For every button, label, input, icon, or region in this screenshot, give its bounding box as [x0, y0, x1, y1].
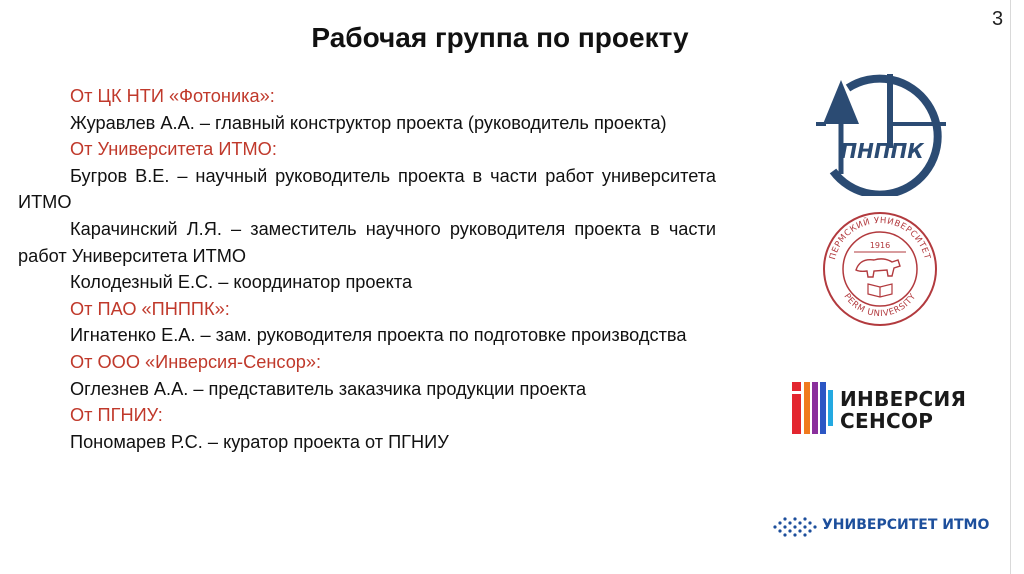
member-entry: Пономарев Р.С. – куратор проекта от ПГНИУ — [70, 431, 449, 452]
itmo-logo-text: УНИВЕРСИТЕТ ИТМО — [822, 517, 990, 533]
slide-border — [1010, 0, 1011, 574]
perm-university-seal — [818, 210, 942, 328]
member-entry: Журавлев А.А. – главный конструктор проекта (руководитель проекта) — [70, 112, 667, 133]
organization-heading: От ПГНИУ: — [70, 405, 163, 426]
organization-heading: От ООО «Инверсия-Сенсор»: — [70, 351, 322, 372]
seal-year: 1916 — [869, 241, 891, 250]
page-number: 3 — [992, 8, 1004, 30]
seal-ring-text-top: ПЕРМСКИЙ УНИВЕРСИТЕТ — [828, 215, 932, 261]
itmo-logo — [772, 513, 994, 541]
bear-icon — [856, 259, 900, 277]
working-group-list — [18, 83, 716, 455]
organization-heading: От ПАО «ПНППК»: — [70, 298, 230, 319]
seal-ring-text-bottom: PERM UNIVERSITY — [841, 291, 919, 320]
inversia-logo-line2: СЕНСОР — [840, 409, 934, 433]
itmo-dots-icon — [772, 515, 818, 539]
member-entry: Карачинский Л.Я. – заместитель научного руководителя проекта в части работ Университета ИТМО — [18, 218, 716, 266]
pnppk-logo — [806, 66, 956, 196]
inversia-mark-icon — [792, 382, 834, 434]
member-entry: Оглезнев А.А. – представитель заказчика продукции проекта — [70, 378, 587, 399]
member-entry: Игнатенко Е.А. – зам. руководителя проекта по подготовке производства — [70, 325, 687, 346]
organization-heading: От ЦК НТИ «Фотоника»: — [70, 86, 275, 106]
inversia-logo-line1: ИНВЕРСИЯ — [840, 387, 967, 411]
pnppk-logo-text: ПНППК — [840, 139, 924, 163]
page-title: Рабочая группа по проекту — [311, 22, 689, 53]
svg-text:ПЕРМСКИЙ УНИВЕРСИТЕТ — [828, 215, 932, 261]
book-icon — [868, 284, 892, 297]
member-entry: Бугров В.Е. – научный руководитель проекта в части работ университета ИТМО — [18, 165, 716, 213]
organization-heading: От Университета ИТМО: — [70, 139, 277, 160]
member-entry: Колодезный Е.С. – координатор проекта — [70, 272, 413, 293]
inversia-sensor-logo — [792, 380, 982, 436]
